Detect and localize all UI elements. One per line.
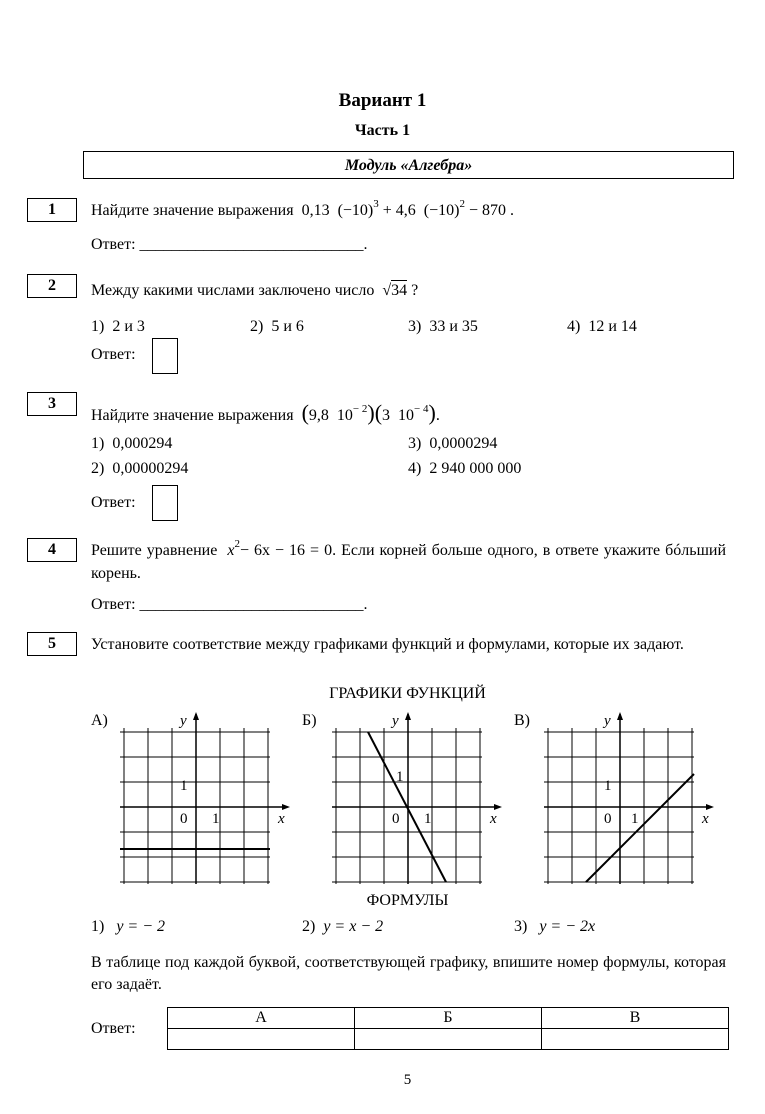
- q3-answer-label: Ответ:: [91, 494, 136, 511]
- module-title: Модуль «Алгебра»: [83, 151, 734, 179]
- x-arrow-icon: [706, 804, 714, 810]
- q2-option-2[interactable]: 2) 5 и 6: [250, 318, 304, 335]
- q2-option-1[interactable]: 1) 2 и 3: [91, 318, 145, 335]
- y-arrow-icon: [405, 712, 411, 720]
- q3-option-1[interactable]: 1) 0,000294: [91, 435, 173, 452]
- graph-a: [110, 708, 295, 888]
- question-3-text: Найдите значение выражения (9,8 $10^{- 2})(3$ $10^{- 4}$).: [91, 400, 440, 425]
- y-one-label: 1: [180, 778, 188, 794]
- page-number: 5: [403, 1072, 412, 1088]
- question-4-text: Решите уравнение $x^2- 6x - 16 = 0$. Если корней больше одного, в ответе укажите бóльший корень.: [91, 538, 727, 582]
- question-number-2: 2: [27, 274, 77, 298]
- svg-text:0: 0: [604, 811, 612, 827]
- answer-table-header-a: А: [168, 1008, 355, 1029]
- graph-label-b: Б): [302, 712, 317, 729]
- q2-answer-box[interactable]: [152, 338, 178, 374]
- q4-equation: $x^2- 6x - 16 = 0$: [227, 538, 333, 559]
- q2-option-3[interactable]: 3) 33 и 35: [408, 318, 478, 335]
- question-1-text: [91, 198, 515, 220]
- svg-text:1: 1: [604, 778, 612, 794]
- formula-3: 3) y = − 2x: [514, 918, 596, 935]
- question-2-text: Между какими числами заключено число √34 ?: [91, 282, 419, 299]
- graph-a-grid: [120, 728, 270, 884]
- question-number-4: 4: [27, 538, 77, 562]
- formula-2: 2) y = x − 2: [302, 918, 384, 935]
- question-number-5: 5: [27, 632, 77, 656]
- svg-text:1: 1: [631, 811, 639, 827]
- q1-answer-line[interactable]: Ответ: ____________________________.: [91, 236, 368, 253]
- q1-expression: 0,13 $(-10)^3 + 4,6$ $(-10)^2 - 870$ .: [301, 198, 515, 219]
- svg-text:y: y: [392, 713, 399, 729]
- q5-instruction: В таблице под каждой буквой, соответствующей графику, впишите номер формулы, которая его задаёт.: [91, 954, 726, 993]
- svg-text:x: x: [490, 811, 497, 827]
- graph-v: [534, 708, 719, 888]
- y-arrow-icon: [617, 712, 623, 720]
- q3-answer-box[interactable]: [152, 485, 178, 521]
- answer-table: [167, 1007, 729, 1050]
- svg-text:1: 1: [424, 811, 432, 827]
- graph-b: [322, 708, 507, 888]
- graph-v-line: [586, 774, 694, 882]
- origin-label: 0: [180, 811, 188, 827]
- answer-cell-v[interactable]: [542, 1029, 729, 1050]
- x-arrow-icon: [282, 804, 290, 810]
- x-one-label: 1: [212, 811, 220, 827]
- y-arrow-icon: [193, 712, 199, 720]
- svg-text:0: 0: [392, 811, 400, 827]
- svg-text:1: 1: [396, 769, 404, 785]
- q3-option-4[interactable]: 4) 2 940 000 000: [408, 460, 522, 477]
- formulas-title: ФОРМУЛЫ: [366, 892, 449, 909]
- graphs-title: ГРАФИКИ ФУНКЦИЙ: [329, 685, 486, 702]
- q3-expression: (9,8 $10^{- 2})(3$ $10^{- 4}$).: [301, 400, 440, 425]
- q4-answer-line[interactable]: Ответ: ____________________________.: [91, 596, 368, 613]
- answer-cell-a[interactable]: [168, 1029, 355, 1050]
- answer-table-header-v: В: [542, 1008, 729, 1029]
- variant-title: Вариант 1: [338, 90, 427, 111]
- sqrt-expression: √34: [382, 282, 408, 299]
- q5-answer-label: Ответ:: [91, 1020, 136, 1037]
- graph-a-axes: [120, 714, 286, 884]
- answer-table-header-b: Б: [355, 1008, 542, 1029]
- question-number-1: 1: [27, 198, 77, 222]
- q3-option-3[interactable]: 3) 0,0000294: [408, 435, 498, 452]
- answer-cell-b[interactable]: [355, 1029, 542, 1050]
- graph-label-a: А): [91, 712, 108, 729]
- question-number-3: 3: [27, 392, 77, 416]
- graph-label-v: В): [514, 712, 530, 729]
- q2-answer-label: Ответ:: [91, 346, 136, 363]
- q1-prompt: Найдите значение выражения: [91, 202, 294, 219]
- question-5-text: Установите соответствие между графиками функций и формулами, которые их задают.: [91, 636, 684, 653]
- y-label: y: [180, 713, 187, 729]
- answer-table-row: [168, 1029, 729, 1050]
- part-title: Часть 1: [354, 122, 411, 139]
- sqrt-icon: √: [382, 282, 392, 299]
- svg-text:x: x: [702, 811, 709, 827]
- q2-option-4[interactable]: 4) 12 и 14: [567, 318, 637, 335]
- x-arrow-icon: [494, 804, 502, 810]
- x-label: x: [278, 811, 285, 827]
- formula-1: 1) y = − 2: [91, 918, 166, 935]
- answer-table-header: [168, 1008, 729, 1029]
- q3-option-2[interactable]: 2) 0,00000294: [91, 460, 189, 477]
- svg-text:y: y: [604, 713, 611, 729]
